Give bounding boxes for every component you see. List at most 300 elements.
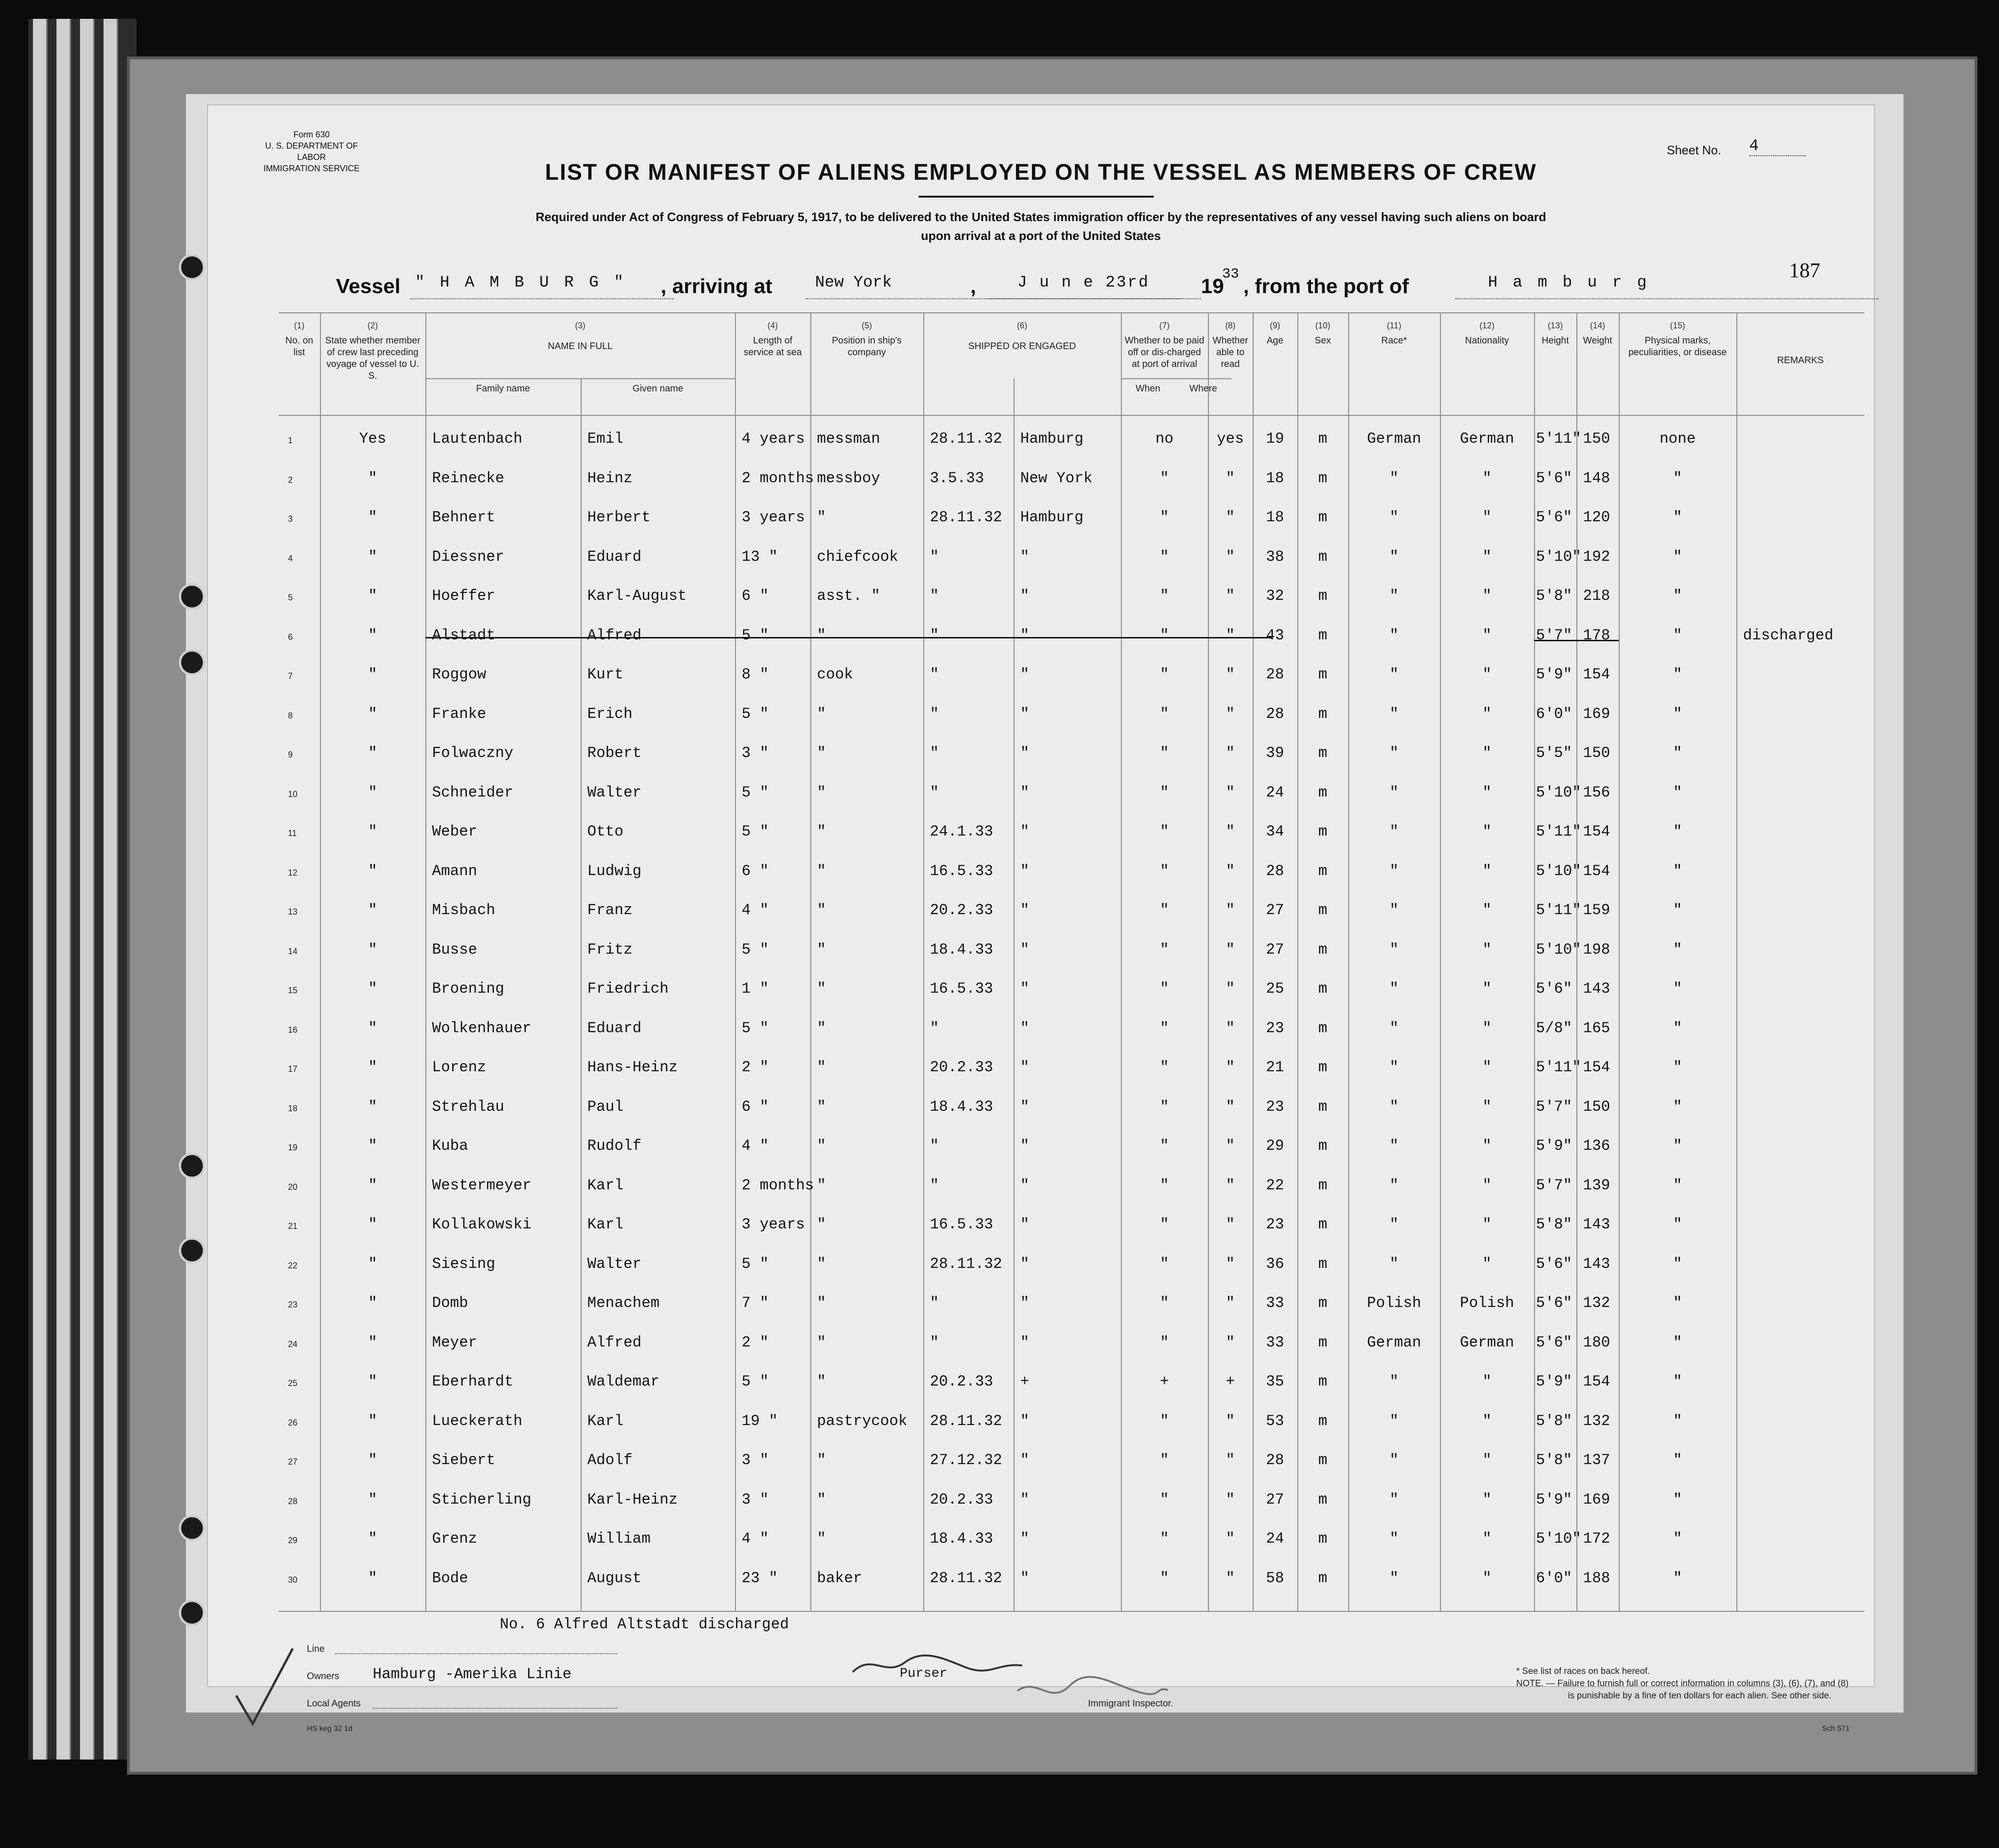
cell-age: 25 (1266, 980, 1284, 997)
column-number: (3) (575, 321, 585, 330)
cell-read: yes (1216, 430, 1244, 447)
cell-prev: " (368, 901, 377, 919)
cell-position: chiefcook (817, 548, 898, 566)
cell-read: " (1225, 1059, 1235, 1076)
cell-service: 5 " (742, 705, 769, 723)
cell-sex: m (1318, 980, 1327, 997)
cell-nationality: " (1482, 548, 1492, 566)
cell-read: " (1225, 1490, 1235, 1508)
cell-family: Misbach (432, 901, 496, 919)
column-header: NAME IN FULL (548, 341, 613, 351)
cell-when: 20.2.33 (930, 1490, 993, 1508)
cell-marks: " (1673, 626, 1682, 644)
races-note: * See list of races on back hereof. (1516, 1666, 1650, 1676)
cell-read: " (1225, 548, 1235, 566)
cell-read: " (1225, 626, 1235, 644)
cell-marks: " (1673, 1098, 1682, 1115)
cell-service: 6 " (742, 587, 769, 605)
cell-sex: m (1318, 469, 1327, 487)
manifest-footer (279, 1616, 1864, 1733)
cell-position: " (817, 1059, 826, 1076)
cell-height: 5'6" (1536, 509, 1572, 526)
inspector-label: Immigrant Inspector. (1088, 1698, 1174, 1709)
cell-no: 1 (288, 436, 293, 445)
column-header: Whether able to read (1212, 335, 1248, 369)
cell-race: " (1389, 1216, 1399, 1233)
cell-family: Lueckerath (432, 1412, 523, 1430)
cell-when: 27.12.32 (930, 1451, 1002, 1469)
cell-no: 30 (288, 1575, 298, 1585)
cell-height: 5'9" (1536, 1373, 1572, 1390)
cell-position: " (817, 1019, 826, 1037)
cell-when: " (930, 1019, 939, 1037)
cell-when: " (930, 1294, 939, 1312)
cell-position: " (817, 1373, 826, 1390)
cell-position: " (817, 1176, 826, 1194)
cell-weight: 154 (1583, 666, 1610, 683)
column-rule (425, 312, 426, 1611)
cell-marks: " (1673, 1176, 1682, 1194)
cell-weight: 143 (1583, 1216, 1610, 1233)
cell-prev: " (368, 1019, 377, 1037)
cell-service: 5 " (742, 1255, 769, 1273)
cell-when: 28.11.32 (930, 1569, 1002, 1587)
cell-age: 32 (1266, 587, 1284, 605)
cell-no: 21 (288, 1221, 298, 1231)
cell-nationality: German (1460, 1333, 1514, 1351)
cell-given: Karl (587, 1176, 624, 1194)
cell-family: Hoeffer (432, 587, 496, 605)
cell-race: " (1389, 705, 1399, 723)
cell-age: 19 (1266, 430, 1284, 447)
cell-no: 24 (288, 1339, 298, 1349)
column-header: SHIPPED OR ENGAGED (968, 341, 1076, 351)
cell-prev: " (368, 1333, 377, 1351)
column-header: Whether to be paid off or dis-charged at port of arrival (1125, 335, 1204, 369)
cell-marks: " (1673, 548, 1682, 566)
cell-weight: 154 (1583, 1059, 1610, 1076)
cell-read: " (1225, 1412, 1235, 1430)
cell-service: 4 " (742, 1137, 769, 1155)
cell-height: 6'0" (1536, 705, 1572, 723)
cell-where: " (1020, 1490, 1030, 1508)
cell-service: 5 " (742, 783, 769, 801)
cell-age: 28 (1266, 666, 1284, 683)
cell-remarks: discharged (1743, 626, 1834, 644)
cell-family: Folwaczny (432, 744, 513, 762)
cell-height: 5'6" (1536, 469, 1572, 487)
cell-no: 29 (288, 1536, 298, 1545)
cell-paid: " (1159, 1098, 1169, 1115)
cell-paid: " (1159, 744, 1169, 762)
cell-sex: m (1318, 430, 1327, 447)
cell-nationality: " (1482, 469, 1492, 487)
cell-service: 19 " (742, 1412, 778, 1430)
cell-prev: Yes (359, 430, 386, 447)
page-edge (33, 19, 48, 1760)
cell-marks: " (1673, 1019, 1682, 1037)
cell-service: 3 " (742, 1490, 769, 1508)
cell-nationality: " (1482, 1373, 1492, 1390)
cell-race: " (1389, 1255, 1399, 1273)
cell-no: 2 (288, 475, 293, 485)
cell-paid: " (1159, 1451, 1169, 1469)
cell-given: Friedrich (587, 980, 669, 997)
cell-sex: m (1318, 587, 1327, 605)
cell-weight: 169 (1583, 1490, 1610, 1508)
cell-prev: " (368, 1569, 377, 1587)
cell-marks: " (1673, 1373, 1682, 1390)
cell-nationality: " (1482, 1216, 1492, 1233)
cell-age: 38 (1266, 548, 1284, 566)
cell-where: " (1020, 1333, 1030, 1351)
cell-height: 5'9" (1536, 1490, 1572, 1508)
cell-weight: 120 (1583, 509, 1610, 526)
cell-marks: " (1673, 1530, 1682, 1547)
cell-paid: " (1159, 823, 1169, 840)
cell-read: " (1225, 705, 1235, 723)
cell-marks: " (1673, 1490, 1682, 1508)
cell-weight: 188 (1583, 1569, 1610, 1587)
cell-no: 15 (288, 986, 298, 995)
cell-family: Broening (432, 980, 504, 997)
cell-height: 5'7" (1536, 1176, 1572, 1194)
cell-where: " (1020, 783, 1030, 801)
cell-prev: " (368, 940, 377, 958)
cell-prev: " (368, 509, 377, 526)
cell-height: 5'8" (1536, 1412, 1572, 1430)
cell-nationality: " (1482, 666, 1492, 683)
cell-nationality: " (1482, 901, 1492, 919)
cell-where: " (1020, 744, 1030, 762)
cell-height: 5'8" (1536, 587, 1572, 605)
column-rule (923, 312, 924, 1611)
cell-when: 24.1.33 (930, 823, 993, 840)
cell-service: 13 " (742, 548, 778, 566)
cell-sex: m (1318, 1530, 1327, 1547)
cell-nationality: " (1482, 1019, 1492, 1037)
line-underline (335, 1653, 617, 1654)
cell-family: Sticherling (432, 1490, 532, 1508)
cell-family: Siebert (432, 1451, 496, 1469)
cell-when: 16.5.33 (930, 1216, 993, 1233)
cell-nationality: " (1482, 823, 1492, 840)
cell-where: " (1020, 666, 1030, 683)
cell-family: Strehlau (432, 1098, 504, 1115)
cell-sex: m (1318, 1019, 1327, 1037)
cell-service: 3 " (742, 744, 769, 762)
cell-paid: " (1159, 1176, 1169, 1194)
cell-marks: " (1673, 1216, 1682, 1233)
cell-nationality: " (1482, 744, 1492, 762)
cell-race: " (1389, 626, 1399, 644)
column-header: Weight (1583, 335, 1612, 346)
column-rule (1576, 312, 1577, 1611)
cell-no: 20 (288, 1182, 298, 1192)
cell-service: 1 " (742, 980, 769, 997)
owners-label: Owners (307, 1671, 339, 1681)
column-number: (6) (1017, 321, 1027, 330)
cell-when: 28.11.32 (930, 430, 1002, 447)
note-line-1: NOTE. — Failure to furnish full or correct information in columns (3), (6), (7), and (8) (1516, 1679, 1849, 1689)
cell-when: " (930, 1333, 939, 1351)
cell-race: " (1389, 509, 1399, 526)
cell-read: " (1225, 1451, 1235, 1469)
cell-where: " (1020, 862, 1030, 880)
cell-given: Walter (587, 783, 642, 801)
cell-marks: " (1673, 587, 1682, 605)
cell-prev: " (368, 548, 377, 566)
arrival-date: J u n e 23rd (1017, 274, 1150, 292)
column-number: (10) (1315, 321, 1330, 330)
cell-weight: 150 (1583, 744, 1610, 762)
discharge-note: No. 6 Alfred Altstadt discharged (500, 1616, 789, 1633)
cell-age: 28 (1266, 705, 1284, 723)
cell-paid: " (1159, 705, 1169, 723)
cell-height: 5'7" (1536, 1098, 1572, 1115)
cell-position: " (817, 1294, 826, 1312)
cell-when: 3.5.33 (930, 469, 984, 487)
header-bottom-rule (279, 415, 1864, 416)
cell-weight: 156 (1583, 783, 1610, 801)
cell-age: 28 (1266, 862, 1284, 880)
cell-weight: 143 (1583, 1255, 1610, 1273)
cell-paid: " (1159, 862, 1169, 880)
cell-where: " (1020, 901, 1030, 919)
cell-height: 5'7" (1536, 626, 1572, 644)
cell-sex: m (1318, 1176, 1327, 1194)
cell-age: 18 (1266, 509, 1284, 526)
cell-service: 5 " (742, 1373, 769, 1390)
cell-given: Walter (587, 1255, 642, 1273)
cell-position: pastrycook (817, 1412, 908, 1430)
cell-race: " (1389, 1451, 1399, 1469)
cell-paid: " (1159, 469, 1169, 487)
cell-read: " (1225, 1255, 1235, 1273)
strike-through-line (1534, 640, 1619, 641)
cell-where: " (1020, 1176, 1030, 1194)
cell-weight: 139 (1583, 1176, 1610, 1194)
cell-service: 5 " (742, 823, 769, 840)
cell-position: messboy (817, 469, 880, 487)
cell-height: 5'6" (1536, 1255, 1572, 1273)
cell-height: 5'9" (1536, 666, 1572, 683)
cell-service: 6 " (742, 1098, 769, 1115)
cell-height: 5/8" (1536, 1019, 1572, 1037)
cell-race: " (1389, 548, 1399, 566)
cell-position: " (817, 783, 826, 801)
punch-hole (179, 583, 205, 610)
cell-where: " (1020, 1530, 1030, 1547)
cell-service: 3 years (742, 1216, 805, 1233)
cell-when: " (930, 1176, 939, 1194)
cell-position: " (817, 1216, 826, 1233)
cell-paid: " (1159, 509, 1169, 526)
cell-weight: 218 (1583, 587, 1610, 605)
cell-family: Westermeyer (432, 1176, 532, 1194)
cell-service: 5 " (742, 940, 769, 958)
cell-given: Eduard (587, 1019, 642, 1037)
cell-service: 3 years (742, 509, 805, 526)
table-top-rule (279, 312, 1864, 313)
cell-height: 5'10" (1536, 548, 1582, 566)
cell-age: 58 (1266, 1569, 1284, 1587)
cell-prev: " (368, 783, 377, 801)
cell-race: " (1389, 1569, 1399, 1587)
cell-paid: " (1159, 1569, 1169, 1587)
cell-sex: m (1318, 1216, 1327, 1233)
cell-race: " (1389, 1137, 1399, 1155)
cell-marks: " (1673, 980, 1682, 997)
cell-sex: m (1318, 626, 1327, 644)
column-header: REMARKS (1777, 355, 1824, 366)
check-mark (232, 1644, 297, 1729)
cell-service: 2 months (742, 469, 814, 487)
cell-prev: " (368, 1294, 377, 1312)
cell-marks: " (1673, 509, 1682, 526)
print-code: HS keg 32 1d (307, 1725, 352, 1733)
cell-when: 28.11.32 (930, 1412, 1002, 1430)
cell-family: Alstadt (432, 626, 496, 644)
cell-given: Erich (587, 705, 633, 723)
cell-where: " (1020, 548, 1030, 566)
check-mark-stroke (236, 1649, 293, 1724)
cell-marks: none (1659, 430, 1696, 447)
cell-paid: " (1159, 1216, 1169, 1233)
cell-service: 2 " (742, 1333, 769, 1351)
cell-prev: " (368, 1451, 377, 1469)
cell-where: " (1020, 587, 1030, 605)
cell-weight: 159 (1583, 901, 1610, 919)
cell-race: " (1389, 666, 1399, 683)
cell-nationality: " (1482, 587, 1492, 605)
cell-family: Siesing (432, 1255, 496, 1273)
cell-race: " (1389, 744, 1399, 762)
from-port-label: , from the port of (1243, 275, 1409, 298)
cell-weight: 136 (1583, 1137, 1610, 1155)
cell-race: " (1389, 1412, 1399, 1430)
cell-marks: " (1673, 1412, 1682, 1430)
cell-family: Schneider (432, 783, 513, 801)
cell-sex: m (1318, 548, 1327, 566)
cell-marks: " (1673, 940, 1682, 958)
cell-sex: m (1318, 823, 1327, 840)
signatures (843, 1634, 1173, 1719)
cell-service: 5 " (742, 1019, 769, 1037)
cell-position: " (817, 980, 826, 997)
column-header: Physical marks, peculiarities, or disease (1628, 335, 1727, 358)
shipped-sub-rule (1121, 378, 1231, 379)
cell-given: Robert (587, 744, 642, 762)
cell-position: " (817, 901, 826, 919)
name-sub-rule (425, 378, 735, 379)
cell-paid: " (1159, 587, 1169, 605)
cell-when: " (930, 548, 939, 566)
column-number: (7) (1159, 321, 1170, 330)
arriving-label: , arriving at (661, 275, 773, 298)
page-edge (56, 19, 71, 1760)
cell-weight: 192 (1583, 548, 1610, 566)
cell-paid: " (1159, 626, 1169, 644)
cell-position: baker (817, 1569, 863, 1587)
cell-sex: m (1318, 1412, 1327, 1430)
cell-family: Meyer (432, 1333, 478, 1351)
cell-marks: " (1673, 823, 1682, 840)
sheet-number-value: 4 (1749, 137, 1806, 156)
cell-family: Grenz (432, 1530, 478, 1547)
cell-prev: " (368, 705, 377, 723)
cell-nationality: " (1482, 1137, 1492, 1155)
cell-family: Domb (432, 1294, 468, 1312)
strike-through-line (425, 637, 1272, 638)
cell-position: " (817, 940, 826, 958)
cell-age: 23 (1266, 1098, 1284, 1115)
cell-height: 5'6" (1536, 1333, 1572, 1351)
subheader-where: Where (1189, 383, 1217, 394)
sheet-number-label: Sheet No. (1667, 143, 1721, 157)
cell-given: Karl-August (587, 587, 687, 605)
cell-when: " (930, 783, 939, 801)
cell-nationality: " (1482, 1490, 1492, 1508)
cell-when: 28.11.32 (930, 1255, 1002, 1273)
cell-family: Busse (432, 940, 478, 958)
cell-prev: " (368, 1255, 377, 1273)
cell-read: " (1225, 1333, 1235, 1351)
column-rule (1534, 312, 1535, 1611)
cell-no: 13 (288, 907, 298, 916)
cell-age: 34 (1266, 823, 1284, 840)
inspector-signature (1017, 1677, 1168, 1694)
column-number: (1) (294, 321, 304, 330)
table-bottom-rule (279, 1611, 1864, 1612)
cell-age: 27 (1266, 940, 1284, 958)
cell-family: Kuba (432, 1137, 468, 1155)
cell-no: 10 (288, 789, 298, 799)
cell-paid: " (1159, 1530, 1169, 1547)
cell-weight: 180 (1583, 1333, 1610, 1351)
cell-given: Ludwig (587, 862, 642, 880)
cell-weight: 169 (1583, 705, 1610, 723)
cell-given: Emil (587, 430, 624, 447)
cell-height: 5'10" (1536, 1530, 1582, 1547)
column-number: (9) (1270, 321, 1280, 330)
cell-given: Menachem (587, 1294, 660, 1312)
cell-paid: " (1159, 666, 1169, 683)
cell-marks: " (1673, 666, 1682, 683)
column-header: Height (1542, 335, 1569, 346)
page-title: LIST OR MANIFEST OF ALIENS EMPLOYED ON THE VESSEL AS MEMBERS OF CREW (545, 160, 1537, 185)
cell-race: " (1389, 1490, 1399, 1508)
cell-no: 28 (288, 1496, 298, 1506)
cell-prev: " (368, 1373, 377, 1390)
cell-no: 14 (288, 946, 298, 956)
cell-paid: " (1159, 1019, 1169, 1037)
cell-read: " (1225, 1294, 1235, 1312)
cell-prev: " (368, 1059, 377, 1076)
cell-age: 18 (1266, 469, 1284, 487)
cell-service: 4 " (742, 901, 769, 919)
cell-race: " (1389, 940, 1399, 958)
cell-weight: 165 (1583, 1019, 1610, 1037)
cell-nationality: " (1482, 1176, 1492, 1194)
cell-prev: " (368, 862, 377, 880)
cell-where: " (1020, 1451, 1030, 1469)
cell-marks: " (1673, 783, 1682, 801)
cell-paid: " (1159, 1294, 1169, 1312)
cell-no: 7 (288, 671, 293, 681)
cell-when: 20.2.33 (930, 1059, 993, 1076)
cell-age: 23 (1266, 1019, 1284, 1037)
